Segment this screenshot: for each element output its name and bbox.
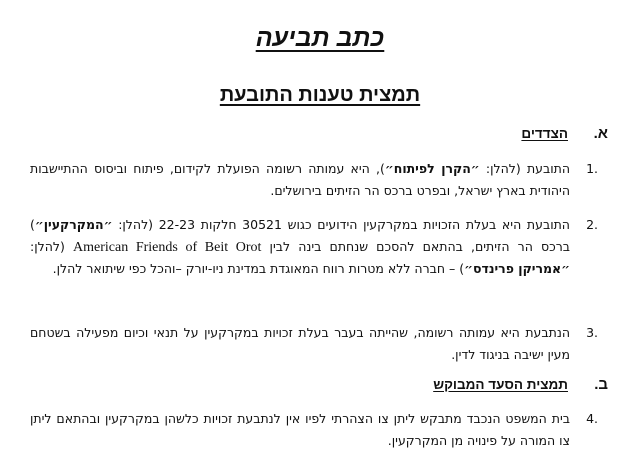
section-heading-parties xyxy=(521,125,608,142)
paragraph-2 xyxy=(30,214,598,280)
text-run: התובעת (להלן: xyxy=(479,161,570,176)
text-run: ) ברכס הר הזיתים, בהתאם להסכם שנחתם בינה לבין xyxy=(30,217,571,254)
english-entity-name: American Friends of Beit Orot xyxy=(73,239,262,255)
paragraph-number: .4 xyxy=(586,411,598,426)
paragraph-number: .3 xyxy=(586,325,598,340)
paragraph-text: הנתבעת היא עמותה רשומה, שהייתה בעבר בעלת זכויות במקרקעין על תנאי וכיום מפעילה בשטחם מעין ישיבה בניגוד לדין. xyxy=(30,325,570,362)
text-run: התובעת היא בעלת הזכויות במקרקעין הידועים כגוש 30521 חלקות 22-23 (להלן: xyxy=(112,217,570,232)
section-letter: א. xyxy=(593,125,608,142)
text-run: (להלן: xyxy=(30,238,73,254)
paragraph-1 xyxy=(30,158,598,201)
defined-term: ״הקרן לפיתוח״ xyxy=(384,161,480,176)
text-run: ), היא עמותה רשומה הפועלת לקידום, פיתוח וביסוס ההתיישבות היהודית בארץ ישראל, ובפרט ברכס הר הזיתים בירושלים. xyxy=(30,161,570,198)
section-title: הצדדים xyxy=(521,126,568,141)
defined-term: ״המקרקעין״ xyxy=(34,217,113,232)
paragraph-3 xyxy=(30,322,598,365)
paragraph-4 xyxy=(30,408,598,451)
document-title: כתב תביעה xyxy=(255,24,385,52)
section-letter: ב. xyxy=(594,376,608,393)
paragraph-number: .2 xyxy=(586,217,598,232)
defined-term: ״אמריקן פרינדס״ xyxy=(464,261,570,276)
section-heading-relief xyxy=(433,376,608,393)
paragraph-text xyxy=(30,214,570,280)
paragraph-text: בית המשפט הנכבד מתבקש ליתן צו הצהרתי לפיו אין לנתבעת זכויות כלשהן במקרקעין ובהתאם ליתן צו המורה על פינויה מן המקרקעין. xyxy=(30,411,570,448)
paragraph-number: .1 xyxy=(586,161,598,176)
section-title: תמצית הסעד המבוקש xyxy=(433,377,568,392)
document-subtitle: תמצית טענות התובעת xyxy=(219,84,421,106)
paragraph-text xyxy=(30,158,570,201)
text-run: ) – חברה ללא מטרות רווח המאוגדת במדינת ניו-יורק –והכל כפי שיתואר להלן. xyxy=(52,261,465,276)
